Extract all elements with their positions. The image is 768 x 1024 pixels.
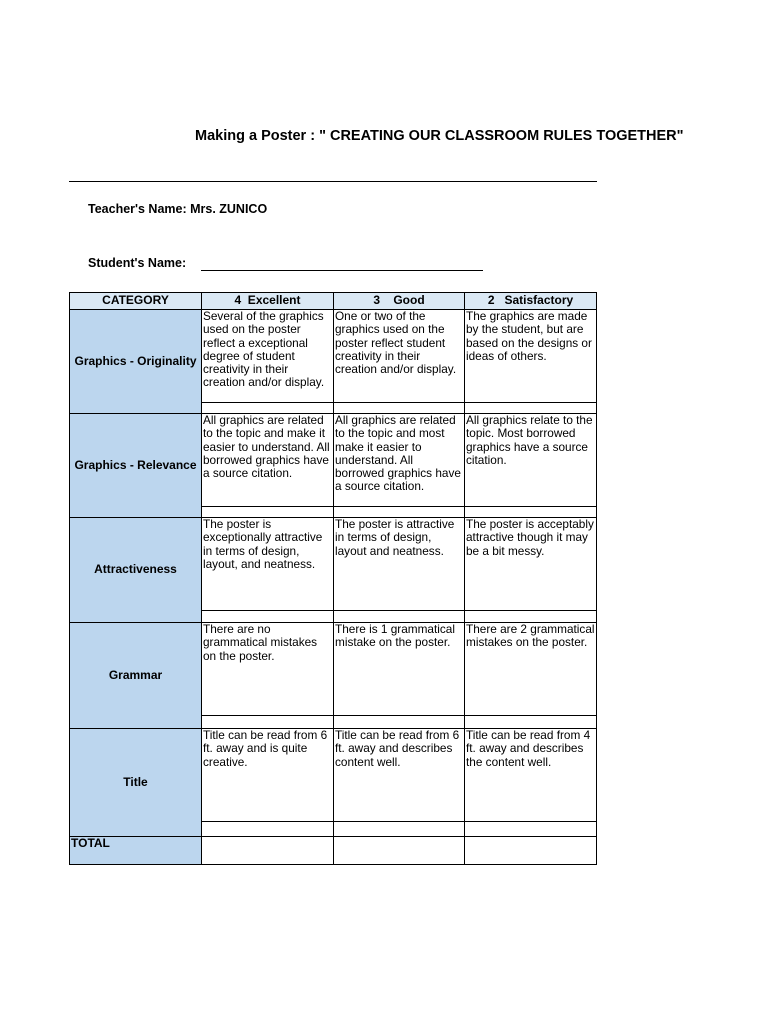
- empty-cell[interactable]: [334, 611, 465, 623]
- total-cell[interactable]: [202, 837, 334, 865]
- rubric-cell-text: Title can be read from 6 ft. away and describes content well.: [335, 728, 460, 769]
- rubric-cell-text: All graphics relate to the topic. Most borrowed graphics have a source citation.: [466, 413, 593, 467]
- rubric-cell: [202, 310, 334, 403]
- table-row: [70, 623, 597, 716]
- rubric-cell-text: Several of the graphics used on the poster reflect a exceptional degree of student creativity in their creation and/or display.: [203, 309, 325, 390]
- category-cell: Grammar: [70, 623, 202, 729]
- rubric-cell: [334, 310, 465, 403]
- rubric-cell: [202, 518, 334, 611]
- category-cell: Graphics - Relevance: [70, 414, 202, 518]
- rubric-cell-text: The graphics are made by the student, but are based on the designs or ideas of others.: [466, 309, 592, 363]
- student-name-row: [88, 256, 186, 270]
- header-row: [70, 293, 597, 310]
- total-cell[interactable]: [334, 837, 465, 865]
- table-row: [70, 414, 597, 507]
- header-good: 3 Good: [334, 293, 465, 310]
- rubric-cell-text: There are 2 grammatical mistakes on the poster.: [466, 622, 595, 650]
- rubric-cell-text: There are no grammatical mistakes on the poster.: [203, 622, 318, 663]
- rubric-table: [69, 292, 597, 865]
- total-label: TOTAL: [70, 837, 202, 865]
- document-title: Making a Poster : " CREATING OUR CLASSROOM RULES TOGETHER": [195, 128, 684, 144]
- empty-cell[interactable]: [202, 716, 334, 729]
- rubric-cell: [202, 623, 334, 716]
- empty-cell[interactable]: [202, 611, 334, 623]
- rubric-cell-text: Title can be read from 6 ft. away and is quite creative.: [203, 728, 328, 769]
- rubric-cell-text: The poster is attractive in terms of design, layout and neatness.: [335, 517, 455, 558]
- category-cell: Attractiveness: [70, 518, 202, 623]
- rubric-cell-text: There is 1 grammatical mistake on the poster.: [335, 622, 455, 650]
- teacher-name: Teacher's Name: Mrs. ZUNICO: [88, 202, 268, 216]
- rubric-cell: [465, 414, 597, 507]
- student-name-label: Student's Name:: [88, 256, 187, 270]
- empty-cell[interactable]: [465, 822, 597, 837]
- empty-cell[interactable]: [334, 507, 465, 518]
- rubric-cell: [465, 518, 597, 611]
- category-cell: Graphics - Originality: [70, 310, 202, 414]
- header-satisfactory: 2 Satisfactory: [465, 293, 597, 310]
- rubric-cell: [465, 729, 597, 822]
- rubric-cell-text: All graphics are related to the topic and most make it easier to understand. All borrowed graphics have a source citation.: [335, 413, 461, 494]
- rubric-cell: [334, 623, 465, 716]
- header-excellent: 4 Excellent: [202, 293, 334, 310]
- rubric-cell-text: All graphics are related to the topic and make it easier to understand. All borrowed graphics have a source citation.: [203, 413, 330, 481]
- rubric-cell-text: The poster is exceptionally attractive in terms of design, layout, and neatness.: [203, 517, 323, 571]
- table-row: [70, 518, 597, 611]
- total-row: [70, 837, 597, 865]
- rubric-cell-text: One or two of the graphics used on the poster reflect student creativity in their creation and/or display.: [335, 309, 457, 377]
- category-cell: Title: [70, 729, 202, 837]
- total-cell[interactable]: [465, 837, 597, 865]
- rubric-cell: [465, 310, 597, 403]
- rubric-cell: [202, 729, 334, 822]
- table-row: [70, 310, 597, 403]
- rubric-cell: [202, 414, 334, 507]
- empty-cell[interactable]: [465, 716, 597, 729]
- empty-cell[interactable]: [334, 716, 465, 729]
- rubric-cell-text: The poster is acceptably attractive though it may be a bit messy.: [466, 517, 594, 558]
- empty-cell[interactable]: [202, 403, 334, 414]
- table-row: [70, 729, 597, 822]
- header-category: CATEGORY: [70, 293, 202, 310]
- rubric-cell: [465, 623, 597, 716]
- empty-cell[interactable]: [334, 822, 465, 837]
- rubric-cell: [334, 729, 465, 822]
- empty-cell[interactable]: [202, 822, 334, 837]
- student-name-field[interactable]: [201, 270, 483, 271]
- title-underline: [69, 181, 597, 182]
- empty-cell[interactable]: [465, 403, 597, 414]
- rubric-cell: [334, 414, 465, 507]
- empty-cell[interactable]: [202, 507, 334, 518]
- empty-cell[interactable]: [465, 507, 597, 518]
- empty-cell[interactable]: [334, 403, 465, 414]
- rubric-cell-text: Title can be read from 4 ft. away and describes the content well.: [466, 728, 591, 769]
- rubric-cell: [334, 518, 465, 611]
- empty-cell[interactable]: [465, 611, 597, 623]
